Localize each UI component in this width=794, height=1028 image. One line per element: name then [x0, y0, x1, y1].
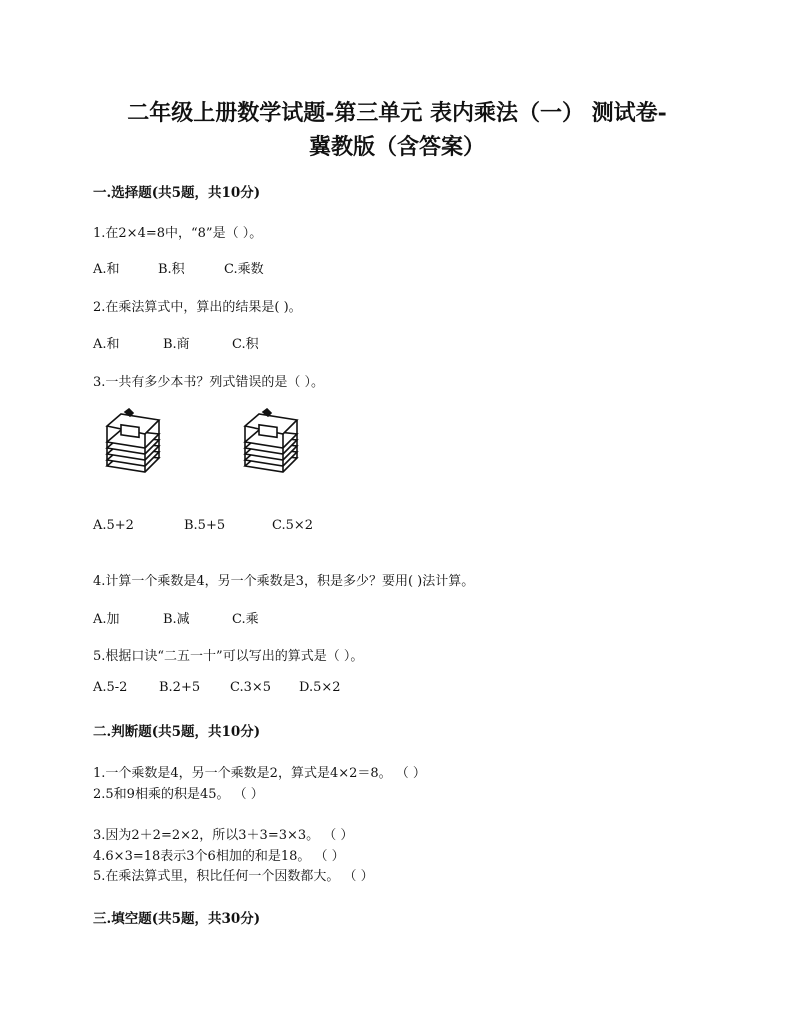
option-c: C.乘: [232, 612, 259, 627]
option-b: B.减: [163, 612, 190, 627]
option-c: C.5×2: [272, 518, 314, 533]
section-heading-multiple-choice: 一.选择题(共5题，共10分): [93, 185, 261, 201]
book-stack-image-1: [101, 408, 163, 478]
question-3: 3.一共有多少本书？列式错误的是（ ）。: [93, 375, 325, 390]
option-b: B.2+5: [159, 680, 201, 695]
option-a: A.加: [93, 612, 120, 627]
option-d: D.5×2: [299, 680, 341, 695]
book-stack-image-2: [239, 408, 301, 478]
document-title-line-1: 二年级上册数学试题-第三单元 表内乘法（一） 测试卷-: [127, 100, 667, 126]
section-heading-fill-in: 三.填空题(共5题，共30分): [93, 911, 261, 927]
judgement-item-1: 1.一个乘数是4，另一个乘数是2，算式是4×2＝8。 （ ）: [93, 766, 426, 781]
judgement-item-2: 2.5和9相乘的积是45。 （ ）: [93, 787, 264, 802]
document-title-line-2: 冀教版（含答案）: [308, 134, 485, 160]
judgement-item-3: 3.因为2＋2=2×2，所以3＋3=3×3。 （ ）: [93, 828, 354, 843]
option-c: C.积: [232, 337, 259, 352]
option-c: C.乘数: [224, 262, 264, 277]
judgement-item-4: 4.6×3=18表示3个6相加的和是18。 （ ）: [93, 849, 345, 864]
section-heading-true-false: 二.判断题(共5题，共10分): [93, 724, 261, 740]
question-2: 2.在乘法算式中，算出的结果是( )。: [93, 300, 302, 315]
option-a: A.和: [93, 337, 120, 352]
option-c: C.3×5: [230, 680, 272, 695]
option-b: B.积: [158, 262, 185, 277]
option-b: B.商: [163, 337, 190, 352]
option-b: B.5+5: [184, 518, 226, 533]
option-a: A.和: [93, 262, 120, 277]
judgement-item-5: 5.在乘法算式里，积比任何一个因数都大。 （ ）: [93, 869, 374, 884]
question-4: 4.计算一个乘数是4，另一个乘数是3，积是多少？要用( )法计算。: [93, 574, 475, 589]
question-1: 1.在2×4=8中，“8”是（ ）。: [93, 226, 263, 241]
question-5: 5.根据口诀“二五一十”可以写出的算式是（ ）。: [93, 649, 364, 664]
option-a: A.5+2: [93, 518, 134, 533]
option-a: A.5-2: [93, 680, 128, 695]
